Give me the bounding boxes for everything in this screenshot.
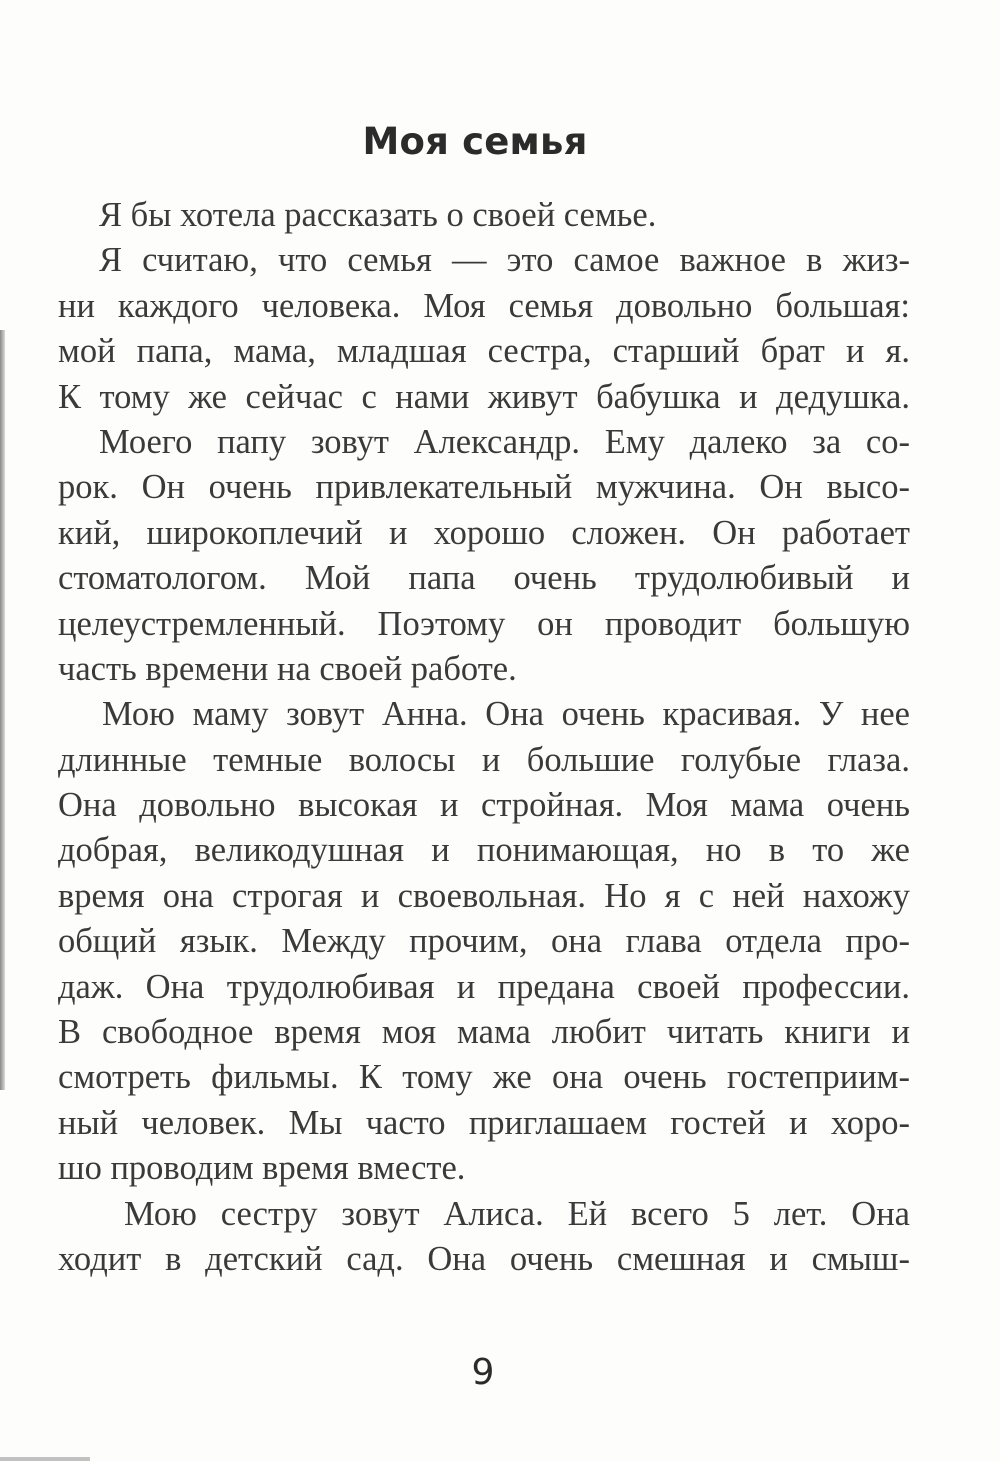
- page-edge-shadow: [0, 330, 5, 1090]
- text-line: целеустремленный. Поэтому он проводит большую: [58, 604, 910, 643]
- text-line: смотреть фильмы. К тому же она очень гостеприим-: [58, 1058, 910, 1097]
- text-line: К тому же сейчас с нами живут бабушка и дедушка.: [58, 377, 910, 416]
- text-line: ходит в детский сад. Она очень смешная и смыш-: [58, 1239, 910, 1278]
- text-line: общий язык. Между прочим, она глава отдела про-: [58, 922, 910, 961]
- text-line: Она довольно высокая и стройная. Моя мама очень: [58, 786, 910, 825]
- page-title: Моя семья: [362, 120, 588, 163]
- text-line: мой папа, мама, младшая сестра, старший брат и я.: [58, 332, 910, 371]
- text-line: даж. Она трудолюбивая и предана своей профессии.: [58, 967, 910, 1006]
- text-line: Мою сестру зовут Алиса. Ей всего 5 лет. Она: [124, 1194, 910, 1233]
- text-line: добрая, великодушная и понимающая, но в то же: [58, 831, 910, 870]
- text-line: В свободное время моя мама любит читать книги и: [58, 1013, 910, 1052]
- body-text: [58, 193, 910, 1282]
- text-line: Я считаю, что семья — это самое важное в жиз-: [99, 241, 910, 280]
- text-line: часть времени на своей работе.: [58, 649, 517, 688]
- text-line: шо проводим время вместе.: [58, 1149, 466, 1188]
- text-line: ный человек. Мы часто приглашаем гостей и хоро-: [58, 1103, 910, 1142]
- text-line: длинные темные волосы и большие голубые глаза.: [58, 740, 910, 779]
- text-line: время она строгая и своевольная. Но я с ней нахожу: [58, 876, 910, 915]
- page-number: 9: [471, 1352, 495, 1393]
- text-line: стоматологом. Мой папа очень трудолюбивый и: [58, 559, 910, 598]
- text-line: Мою маму зовут Анна. Она очень красивая. У нее: [102, 695, 910, 734]
- text-line: ни каждого человека. Моя семья довольно большая:: [58, 286, 910, 325]
- text-line: Я бы хотела рассказать о своей семье.: [99, 196, 657, 234]
- text-line: рок. Он очень привлекательный мужчина. Он высо-: [58, 468, 910, 507]
- page-bottom-edge: [0, 1457, 90, 1461]
- text-line: кий, широкоплечий и хорошо сложен. Он работает: [58, 513, 910, 552]
- text-line: Моего папу зовут Александр. Ему далеко за со-: [99, 422, 910, 461]
